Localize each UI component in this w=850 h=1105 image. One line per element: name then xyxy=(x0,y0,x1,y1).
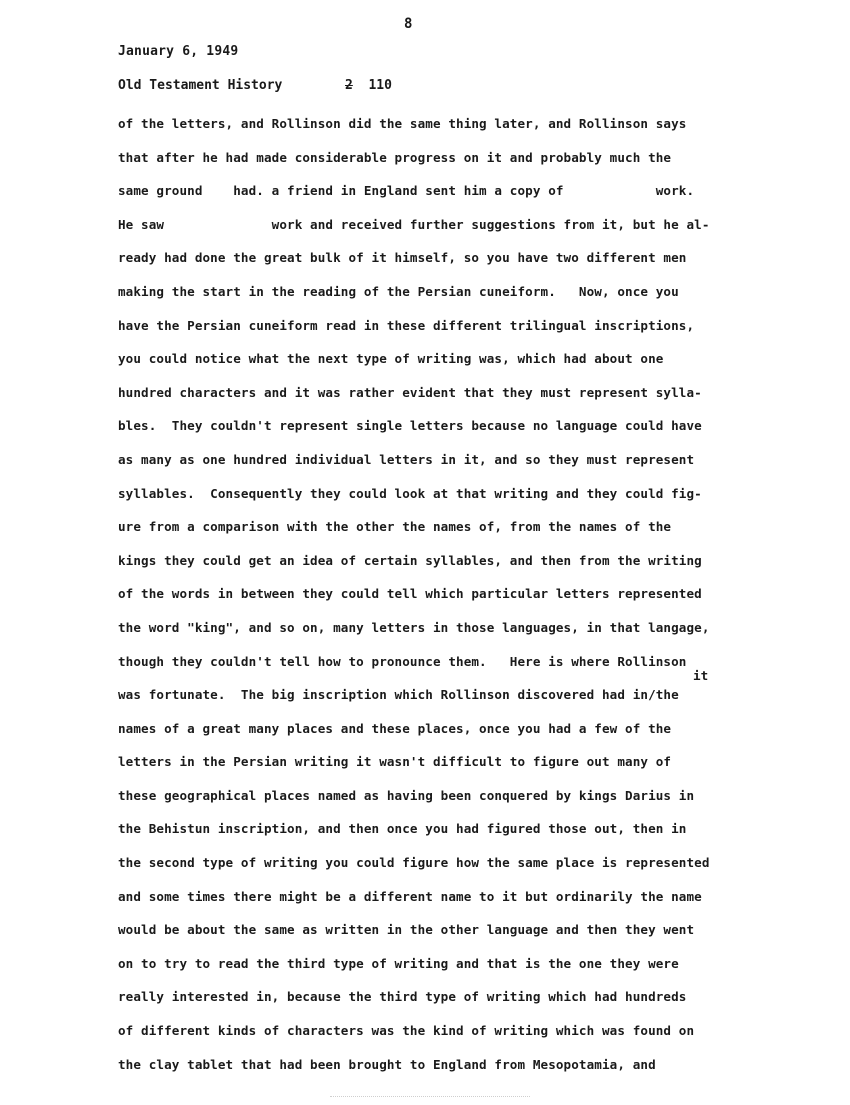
text-line: on to try to read the third type of writing and that is the one they were xyxy=(118,955,679,971)
text-line: letters in the Persian writing it wasn't difficult to figure out many of xyxy=(118,754,672,770)
text-line: of the words in between they could tell which particular letters represented xyxy=(118,586,702,602)
text-line: the clay tablet that had been brought to England from Mesopotamia, and xyxy=(118,1056,656,1072)
typed-body-text xyxy=(118,112,778,1086)
text-line: hundred characters and it was rather evident that they must represent sylla- xyxy=(118,384,702,400)
text-line: bles. They couldn't represent single letters because no language could have xyxy=(118,418,702,434)
text-line: and some times there might be a different name to it but ordinarily the name xyxy=(118,888,702,904)
text-line: the Behistun inscription, and then once you had figured those out, then in xyxy=(118,821,687,837)
page-bottom-mark xyxy=(330,1096,530,1101)
course-title: Old Testament History xyxy=(118,78,283,93)
text-line: of the letters, and Rollinson did the same thing later, and Rollinson says xyxy=(118,116,687,131)
text-line: He saw work and received further suggestions from it, but he al- xyxy=(118,216,710,232)
text-line: would be about the same as written in the other language and then they went xyxy=(118,922,695,938)
text-line: kings they could get an idea of certain syllables, and then from the writing xyxy=(118,552,702,568)
text-line: have the Persian cuneiform read in these different trilingual inscriptions, xyxy=(118,317,695,333)
text-line: though they couldn't tell how to pronounce them. Here is where Rollinson xyxy=(118,653,687,669)
text-line: that after he had made considerable progress on it and probably much the xyxy=(118,149,672,165)
page-number: 8 xyxy=(404,16,413,32)
lecture-number: 110 xyxy=(368,78,392,93)
text-line: was fortunate. The big inscription which Rollinson discovered had in/the xyxy=(118,687,679,703)
document-date: January 6, 1949 xyxy=(118,44,239,59)
text-line: making the start in the reading of the Persian cuneiform. Now, once you xyxy=(118,283,679,299)
text-line: syllables. Consequently they could look at that writing and they could fig- xyxy=(118,485,702,501)
text-line: really interested in, because the third type of writing which had hundreds xyxy=(118,989,687,1005)
text-line: names of a great many places and these places, once you had a few of the xyxy=(118,720,672,736)
text-line: you could notice what the next type of writing was, which had about one xyxy=(118,351,664,367)
interlinear-insertion: it xyxy=(693,668,709,683)
struck-number: 2 xyxy=(345,78,353,93)
text-line: same ground had. a friend in England sent him a copy of work. xyxy=(118,183,695,199)
text-line: of different kinds of characters was the kind of writing which was found on xyxy=(118,1023,695,1039)
text-line: ready had done the great bulk of it himself, so you have two different men xyxy=(118,250,687,266)
text-line: ure from a comparison with the other the names of, from the names of the xyxy=(118,519,672,535)
course-heading xyxy=(118,78,392,93)
text-line: the second type of writing you could figure how the same place is represented xyxy=(118,855,710,871)
text-line: as many as one hundred individual letters in it, and so they must represent xyxy=(118,451,695,467)
text-line: the word "king", and so on, many letters in those languages, in that langage, xyxy=(118,619,710,635)
text-line: these geographical places named as having been conquered by kings Darius in xyxy=(118,787,695,803)
